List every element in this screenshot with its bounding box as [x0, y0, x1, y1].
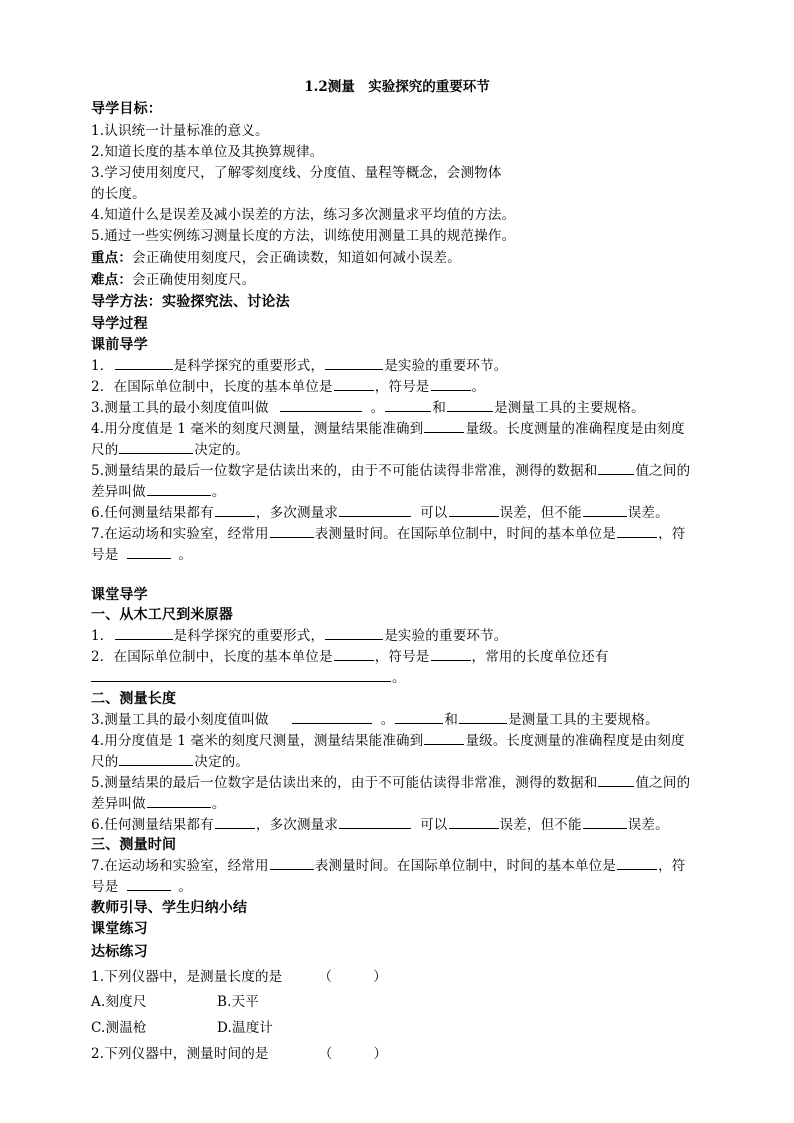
q-text: 6.任何测量结果都有: [91, 505, 214, 521]
fill-blank[interactable]: [583, 816, 627, 829]
fill-blank[interactable]: [339, 504, 411, 517]
fill-blank[interactable]: [598, 774, 634, 787]
preclass-q7-cont: [91, 546, 192, 564]
goals-heading: 导学目标：: [91, 101, 162, 117]
fill-blank[interactable]: [617, 525, 657, 538]
q-text: 误差。: [627, 817, 669, 833]
q-text: 量级。长度测量的准确程度是由刻度: [465, 733, 685, 749]
inclass-q2: [91, 648, 609, 666]
fill-blank[interactable]: [280, 399, 362, 412]
fill-blank[interactable]: [395, 711, 443, 724]
exercise-2: [91, 1045, 387, 1063]
fill-blank[interactable]: [385, 399, 431, 412]
fill-blank[interactable]: [270, 857, 314, 870]
preclass-q5-cont: [91, 483, 226, 501]
answer-bracket[interactable]: （ ）: [318, 1046, 388, 1062]
fill-blank[interactable]: [339, 816, 411, 829]
section-heading: 三、测量时间: [91, 837, 177, 853]
q-text: 号是: [91, 547, 119, 563]
q-text: 误差，但不能: [499, 817, 582, 833]
q-text: 。: [370, 400, 385, 416]
q-text: 可以: [420, 817, 448, 833]
q-text: 和: [444, 712, 459, 728]
fill-blank[interactable]: [292, 711, 372, 724]
preclass-q4-cont: [91, 441, 249, 459]
q-text: 是科学探究的重要形式，: [173, 358, 325, 374]
q-text: 2．在国际单位制中，长度的基本单位是: [91, 649, 333, 665]
q-text: 是实验的重要环节。: [384, 628, 508, 644]
q-text: 误差。: [627, 505, 669, 521]
goal-item: 4.知道什么是误差及减小误差的方法，练习多次测量求平均值的方法。: [91, 207, 516, 223]
inclass-q3: [91, 711, 659, 729]
q-text: 5.测量结果的最后一位数字是估读出来的，由于不可能估读得非常准，测得的数据和: [91, 775, 598, 791]
fill-blank[interactable]: [598, 462, 634, 475]
summary-heading: 教师引导、学生归纳小结: [91, 900, 248, 916]
fill-blank[interactable]: [424, 732, 464, 745]
fill-blank[interactable]: [424, 420, 464, 433]
q-text: 2．在国际单位制中，长度的基本单位是: [91, 379, 333, 395]
q-text: 3.测量工具的最小刻度值叫做: [91, 400, 269, 416]
practice-heading: 课堂练习: [91, 921, 148, 937]
fill-blank[interactable]: [449, 816, 499, 829]
difficulty-label: 难点：: [91, 272, 133, 288]
fill-blank[interactable]: [449, 504, 499, 517]
q-text: 是科学探究的重要形式，: [173, 628, 325, 644]
q-text: 。: [392, 670, 406, 686]
fill-blank[interactable]: [447, 399, 493, 412]
key-point-text: 会正确使用刻度尺，会正确读数，知道如何减小误差。: [132, 250, 461, 266]
exercise-1: [91, 968, 387, 986]
q-text: 7.在运动场和实验室，经常用: [91, 858, 269, 874]
fill-blank[interactable]: [334, 378, 374, 391]
q-text: 。: [211, 796, 226, 812]
option-b[interactable]: B.天平: [217, 994, 260, 1010]
q-text: 可以: [420, 505, 448, 521]
difficulty: [91, 271, 255, 289]
q-text: 6.任何测量结果都有: [91, 817, 214, 833]
q-text: 量级。长度测量的准确程度是由刻度: [465, 421, 685, 437]
key-point: [91, 249, 461, 267]
fill-blank[interactable]: [127, 546, 171, 559]
q-text: ，多次测量求: [255, 505, 339, 521]
standard-heading: 达标练习: [91, 944, 148, 960]
q-text: 决定的。: [194, 442, 250, 458]
goal-item: 3.学习使用刻度尺，了解零刻度线、分度值、量程等概念，会测物体: [91, 165, 502, 181]
q-text: ，常用的长度单位还有: [471, 649, 609, 665]
goal-item: 1.认识统一计量标准的意义。: [91, 123, 269, 139]
fill-blank[interactable]: [431, 378, 471, 391]
fill-blank[interactable]: [431, 648, 471, 661]
q-text: 。: [471, 379, 486, 395]
preclass-q4: [91, 420, 685, 438]
q-text: ，符号是: [374, 379, 430, 395]
q-text: 表测量时间。在国际单位制中，时间的基本单位是: [314, 858, 617, 874]
fill-blank[interactable]: [115, 357, 173, 370]
inclass-q2-cont: [91, 669, 406, 687]
q-text: 尺的: [91, 754, 119, 770]
fill-blank[interactable]: [334, 648, 374, 661]
answer-bracket[interactable]: （ ）: [318, 969, 387, 985]
fill-blank[interactable]: [583, 504, 627, 517]
fill-blank[interactable]: [119, 441, 193, 454]
q-text: 。: [178, 547, 193, 563]
fill-blank[interactable]: [215, 816, 255, 829]
inclass-q7: [91, 857, 686, 875]
q-text: 是测量工具的主要规格。: [508, 712, 659, 728]
q-text: 误差，但不能: [499, 505, 582, 521]
exercise-stem: 1.下列仪器中，是测量长度的是: [91, 969, 283, 985]
inclass-q6: [91, 816, 669, 834]
q-text: 决定的。: [194, 754, 250, 770]
q-text: 3.测量工具的最小刻度值叫做: [91, 712, 269, 728]
q-text: 尺的: [91, 442, 119, 458]
q-text: 。: [380, 712, 395, 728]
fill-blank[interactable]: [147, 795, 211, 808]
fill-blank[interactable]: [617, 857, 657, 870]
inclass-q5: [91, 774, 690, 792]
q-text: 7.在运动场和实验室，经常用: [91, 526, 269, 542]
difficulty-text: 会正确使用刻度尺。: [132, 272, 256, 288]
fill-blank[interactable]: [325, 627, 383, 640]
inclass-q4-cont: [91, 753, 249, 771]
q-text: 和: [432, 400, 447, 416]
option-c[interactable]: C.测温枪: [91, 1020, 147, 1036]
fill-blank[interactable]: [119, 753, 193, 766]
exercise-stem: 2.下列仪器中，测量时间的是: [91, 1046, 269, 1062]
fill-blank[interactable]: [115, 627, 173, 640]
inclass-q7-cont: [91, 878, 192, 896]
preclass-q7: [91, 525, 686, 543]
inclass-q1: [91, 627, 508, 645]
q-text: 1．: [91, 358, 114, 374]
q-text: 。: [211, 484, 226, 500]
preclass-q2: [91, 378, 485, 396]
fill-blank[interactable]: [215, 504, 255, 517]
option-d[interactable]: D.温度计: [217, 1020, 274, 1036]
q-text: 值之间的: [635, 775, 691, 791]
fill-blank[interactable]: [147, 483, 211, 496]
fill-blank[interactable]: [325, 357, 383, 370]
inclass-q4: [91, 732, 685, 750]
preclass-q6: [91, 504, 669, 522]
page-title: 1.2测量 实验探究的重要环节: [304, 79, 490, 95]
q-text: 差异叫做: [91, 796, 146, 812]
key-point-label: 重点：: [91, 250, 133, 266]
process-heading: 导学过程: [91, 316, 148, 332]
q-text: 值之间的: [635, 463, 691, 479]
inclass-q5-cont: [91, 795, 226, 813]
q-text: 1．: [91, 628, 114, 644]
q-text: 4.用分度值是 1 毫米的刻度尺测量，测量结果能准确到: [91, 733, 424, 749]
q-text: ，符: [658, 526, 686, 542]
q-text: 4.用分度值是 1 毫米的刻度尺测量，测量结果能准确到: [91, 421, 424, 437]
q-text: ，符号是: [374, 649, 430, 665]
q-text: ，多次测量求: [255, 817, 339, 833]
preclass-heading: 课前导学: [91, 337, 148, 353]
q-text: 5.测量结果的最后一位数字是估读出来的，由于不可能估读得非常准，测得的数据和: [91, 463, 598, 479]
fill-blank[interactable]: [270, 525, 314, 538]
preclass-q3: [91, 399, 645, 417]
fill-blank[interactable]: [127, 878, 171, 891]
exercise-1-options-row1: [91, 993, 259, 1011]
q-text: 差异叫做: [91, 484, 146, 500]
goal-item: 的长度。: [91, 186, 146, 202]
q-text: ，符: [658, 858, 686, 874]
q-text: 号是: [91, 879, 119, 895]
goal-item: 2.知道长度的基本单位及其换算规律。: [91, 144, 324, 160]
method-heading: 导学方法：实验探究法、讨论法: [91, 294, 290, 310]
q-text: 表测量时间。在国际单位制中，时间的基本单位是: [314, 526, 617, 542]
option-a[interactable]: A.刻度尺: [91, 994, 147, 1010]
fill-blank[interactable]: [459, 711, 507, 724]
section-heading: 一、从木工尺到米原器: [91, 607, 233, 623]
preclass-q1: [91, 357, 508, 375]
inclass-heading: 课堂导学: [91, 587, 148, 603]
q-text: 是测量工具的主要规格。: [494, 400, 645, 416]
exercise-1-options-row2: [91, 1019, 273, 1037]
goal-item: 5.通过一些实例练习测量长度的方法，训练使用测量工具的规范操作。: [91, 228, 516, 244]
q-text: 是实验的重要环节。: [384, 358, 508, 374]
fill-blank[interactable]: [91, 669, 391, 682]
section-heading: 二、测量长度: [91, 691, 177, 707]
preclass-q5: [91, 462, 690, 480]
q-text: 。: [178, 879, 193, 895]
